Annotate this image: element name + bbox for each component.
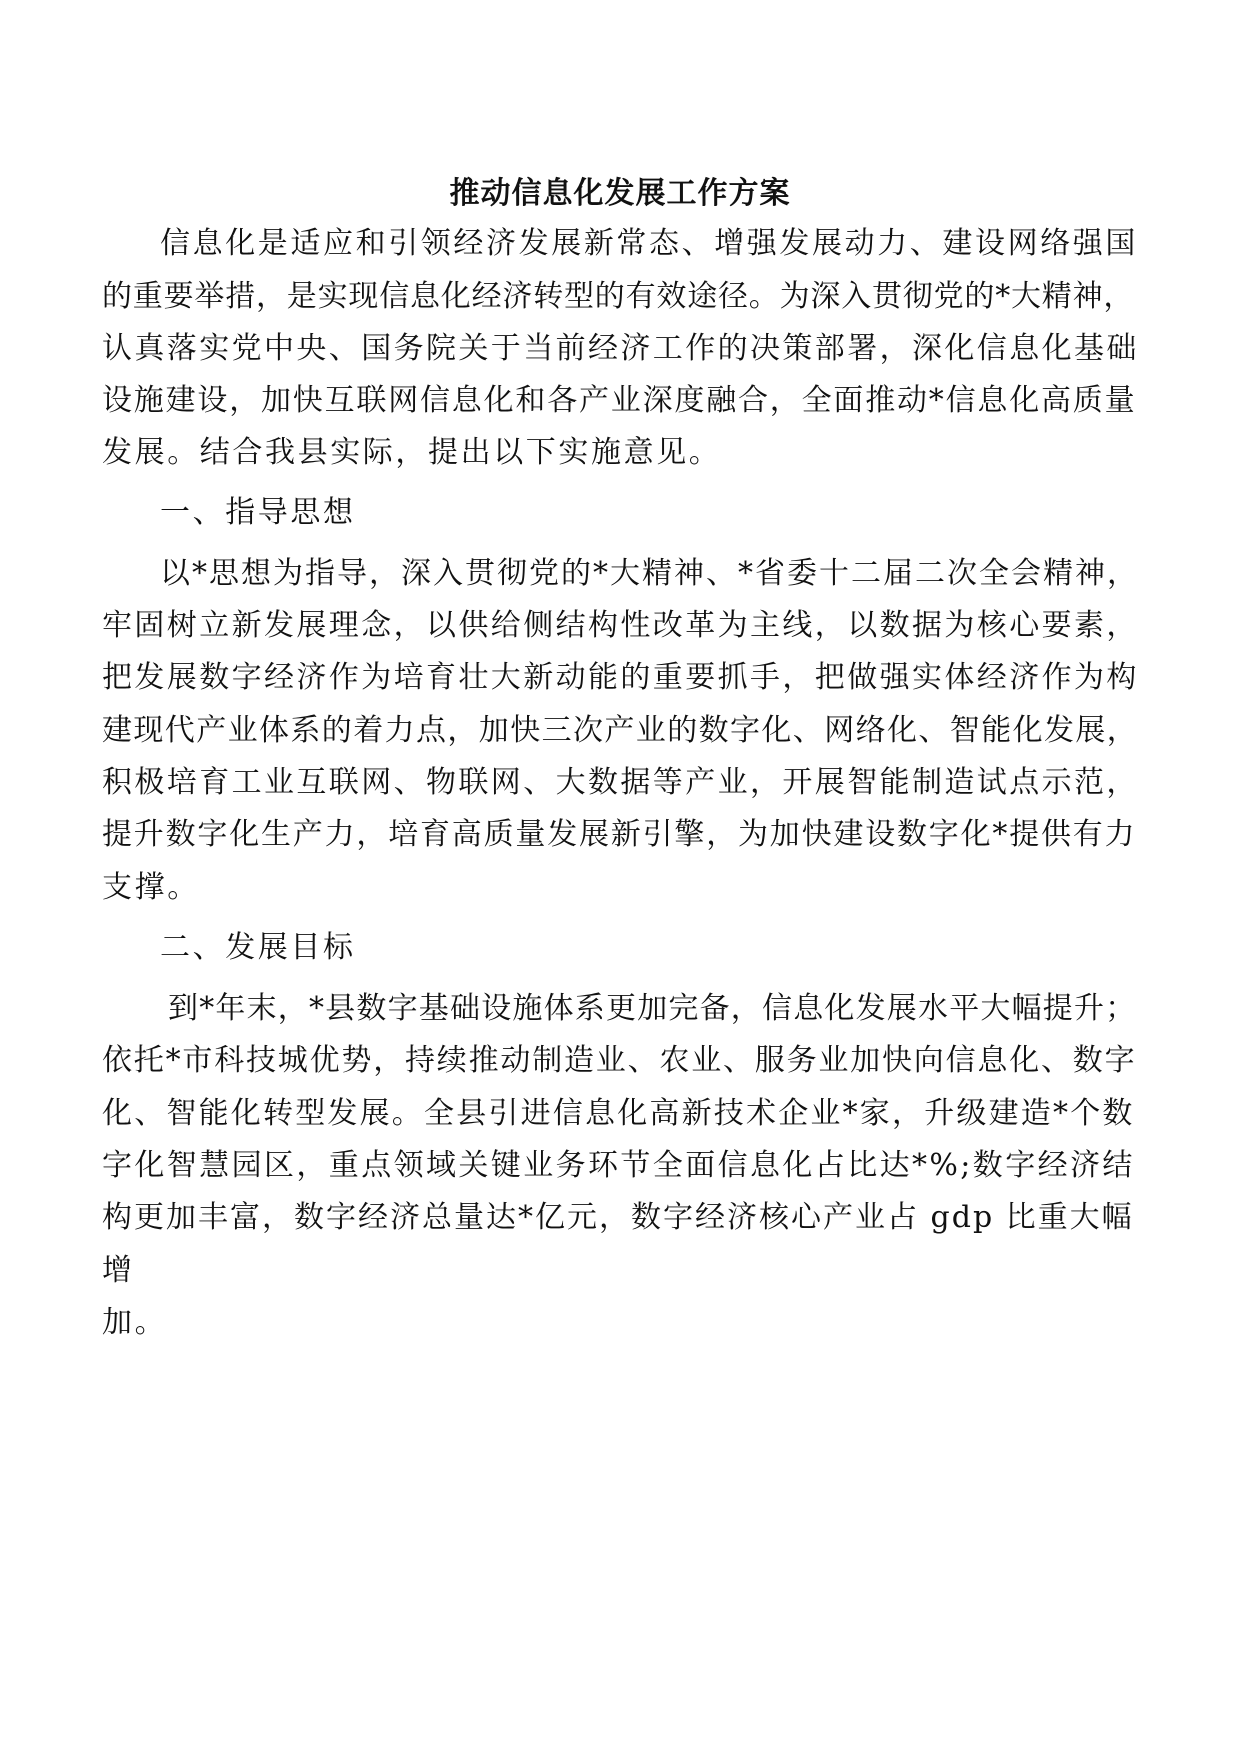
section2-line-4: 字化智慧园区，重点领域关键业务环节全面信息化占比达*%;数字经济结	[102, 1148, 1135, 1183]
section-heading-development-goals: 二、发展目标	[160, 930, 356, 965]
intro-line-4: 设施建设，加快互联网信息化和各产业深度融合，全面推动*信息化高质量	[102, 383, 1137, 418]
section-heading-guiding-ideology: 一、指导思想	[160, 495, 356, 530]
section1-line-6: 提升数字化生产力，培育高质量发展新引擎，为加快建设数字化*提供有力	[102, 817, 1137, 852]
section1-line-5: 积极培育工业互联网、物联网、大数据等产业，开展智能制造试点示范，	[102, 765, 1139, 800]
intro-line-3: 认真落实党中央、国务院关于当前经济工作的决策部署，深化信息化基础	[102, 331, 1139, 366]
intro-line-5: 发展。结合我县实际，提出以下实施意见。	[102, 435, 722, 470]
section2-line-7: 加。	[102, 1305, 168, 1340]
section1-line-2: 牢固树立新发展理念，以供给侧结构性改革为主线，以数据为核心要素，	[102, 608, 1139, 643]
section2-line-3: 化、智能化转型发展。全县引进信息化高新技术企业*家，升级建造*个数	[102, 1096, 1135, 1131]
section1-line-3: 把发展数字经济作为培育壮大新动能的重要抓手，把做强实体经济作为构	[102, 660, 1139, 695]
section1-line-1: 以*思想为指导，深入贯彻党的*大精神、*省委十二届二次全会精神，	[160, 556, 1139, 591]
section2-line-6: 增	[102, 1253, 135, 1288]
intro-line-2: 的重要举措，是实现信息化经济转型的有效途径。为深入贯彻党的*大精神，	[102, 279, 1135, 314]
document-title: 推动信息化发展工作方案	[449, 176, 791, 211]
intro-line-1: 信息化是适应和引领经济发展新常态、增强发展动力、建设网络强国	[160, 226, 1138, 261]
section2-line-5: 构更加丰富，数字经济总量达*亿元，数字经济核心产业占 gdp 比重大幅	[102, 1200, 1134, 1235]
section1-line-7: 支撑。	[102, 870, 200, 905]
section1-line-4: 建现代产业体系的着力点，加快三次产业的数字化、网络化、智能化发展，	[102, 713, 1139, 748]
section2-line-2: 依托*市科技城优势，持续推动制造业、农业、服务业加快向信息化、数字	[102, 1043, 1137, 1078]
section2-line-1: 到*年末，*县数字基础设施体系更加完备，信息化发展水平大幅提升；	[168, 991, 1137, 1026]
